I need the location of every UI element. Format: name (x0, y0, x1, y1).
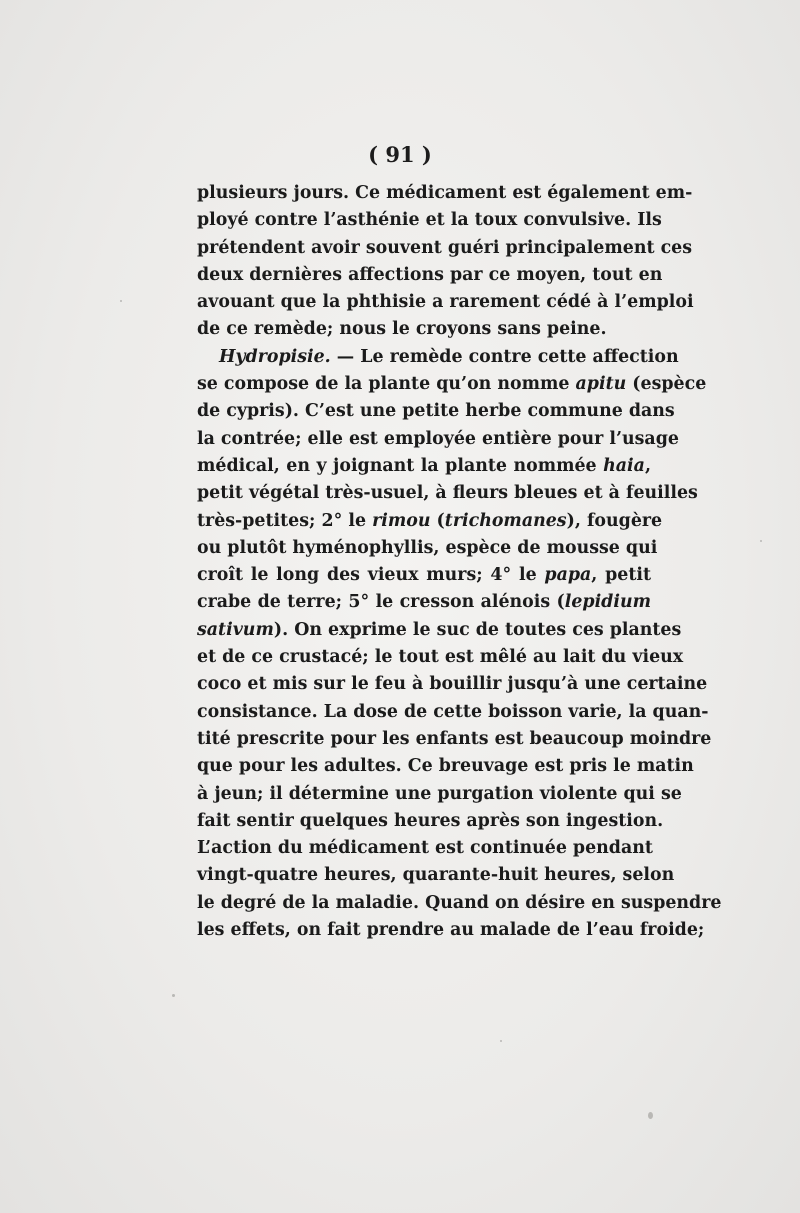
text-line (197, 562, 651, 589)
page-number: ( 91 ) (368, 142, 432, 167)
italic-term: trichomanes (444, 510, 567, 531)
text-segment: très-petites; 2° le (197, 510, 373, 531)
text-line (197, 781, 682, 808)
text-segment: coco et mis sur le feu à bouillir jusqu’à une certaine (197, 674, 708, 695)
text-line (197, 180, 693, 207)
body-text (197, 180, 722, 944)
text-line (197, 262, 663, 289)
italic-term: Hydropisie. (219, 346, 331, 367)
text-line (197, 890, 722, 917)
text-segment: à jeun; il détermine une purgation violente qui se (197, 783, 682, 804)
text-line (197, 289, 694, 316)
text-line (197, 726, 712, 753)
text-segment: crabe de terre; 5° le cresson alénois ( (197, 592, 565, 613)
text-segment: ). On exprime le suc de toutes ces plantes (273, 619, 682, 640)
text-segment: consistance. La dose de cette boisson varie, la quan- (197, 701, 709, 722)
text-line (197, 480, 698, 507)
text-line (197, 617, 682, 644)
text-line (197, 917, 705, 944)
text-line (197, 426, 679, 453)
text-segment: tité prescrite pour les enfants est beaucoup moindre (197, 728, 712, 749)
text-segment: et de ce crustacé; le tout est mêlé au lait du vieux (197, 647, 684, 668)
text-segment: , (644, 455, 651, 476)
text-line (197, 644, 684, 671)
text-line (197, 671, 708, 698)
text-line (197, 862, 675, 889)
text-segment: vingt-quatre heures, quarante-huit heures, selon (197, 865, 675, 886)
text-segment: de ce remède; nous le croyons sans peine. (197, 319, 607, 340)
text-segment: le degré de la maladie. Quand on désire en suspendre (197, 892, 722, 913)
text-line (197, 316, 651, 343)
text-segment: L’action du médicament est continuée pendant (197, 838, 653, 859)
text-line (197, 398, 675, 425)
text-segment: ployé contre l’asthénie et la toux convulsive. Ils (197, 210, 662, 231)
italic-term: haia (603, 455, 645, 476)
text-line (197, 344, 679, 371)
text-segment: , petit (591, 565, 651, 586)
text-segment: croît le long des vieux murs; 4° le (197, 565, 545, 586)
text-segment: que pour les adultes. Ce breuvage est pris le matin (197, 756, 694, 777)
text-segment: fait sentir quelques heures après son ingestion. (197, 810, 664, 831)
text-segment: ), fougère (566, 510, 663, 531)
text-segment: deux dernières affections par ce moyen, tout en (197, 264, 663, 285)
text-line (197, 699, 709, 726)
text-segment: se compose de la plante qu’on nomme (197, 374, 576, 395)
text-segment: la contrée; elle est employée entière pour l’usage (197, 428, 679, 449)
text-segment: avouant que la phthisie a rarement cédé à l’emploi (197, 292, 694, 313)
text-line (197, 371, 707, 398)
text-line (197, 835, 651, 862)
text-segment: petit végétal très-usuel, à fleurs bleues et à feuilles (197, 483, 698, 504)
italic-term: rimou (372, 510, 431, 531)
italic-term: sativum (197, 619, 274, 640)
text-segment: les effets, on fait prendre au malade de l’eau froide; (197, 920, 705, 941)
text-segment: (espèce (626, 374, 707, 395)
text-segment: ou plutôt hyménophyllis, espèce de mousse qui (197, 537, 658, 558)
text-line (197, 508, 663, 535)
text-line (197, 753, 694, 780)
italic-term: papa (544, 565, 592, 586)
text-segment: plusieurs jours. Ce médicament est également em- (197, 183, 693, 203)
text-line (197, 207, 662, 234)
text-segment: de cypris). C’est une petite herbe commune dans (197, 401, 675, 422)
italic-term: apitu (575, 374, 627, 395)
text-segment: — Le remède contre cette affection (330, 346, 679, 367)
text-line (197, 535, 658, 562)
text-line (197, 235, 693, 262)
italic-term: lepidium (564, 592, 651, 613)
text-line (197, 453, 651, 480)
text-segment: ( (430, 510, 445, 531)
text-line (197, 808, 664, 835)
text-line (197, 589, 651, 616)
text-segment: médical, en y joignant la plante nommée (197, 455, 604, 476)
text-segment: prétendent avoir souvent guéri principalement ces (197, 237, 693, 258)
